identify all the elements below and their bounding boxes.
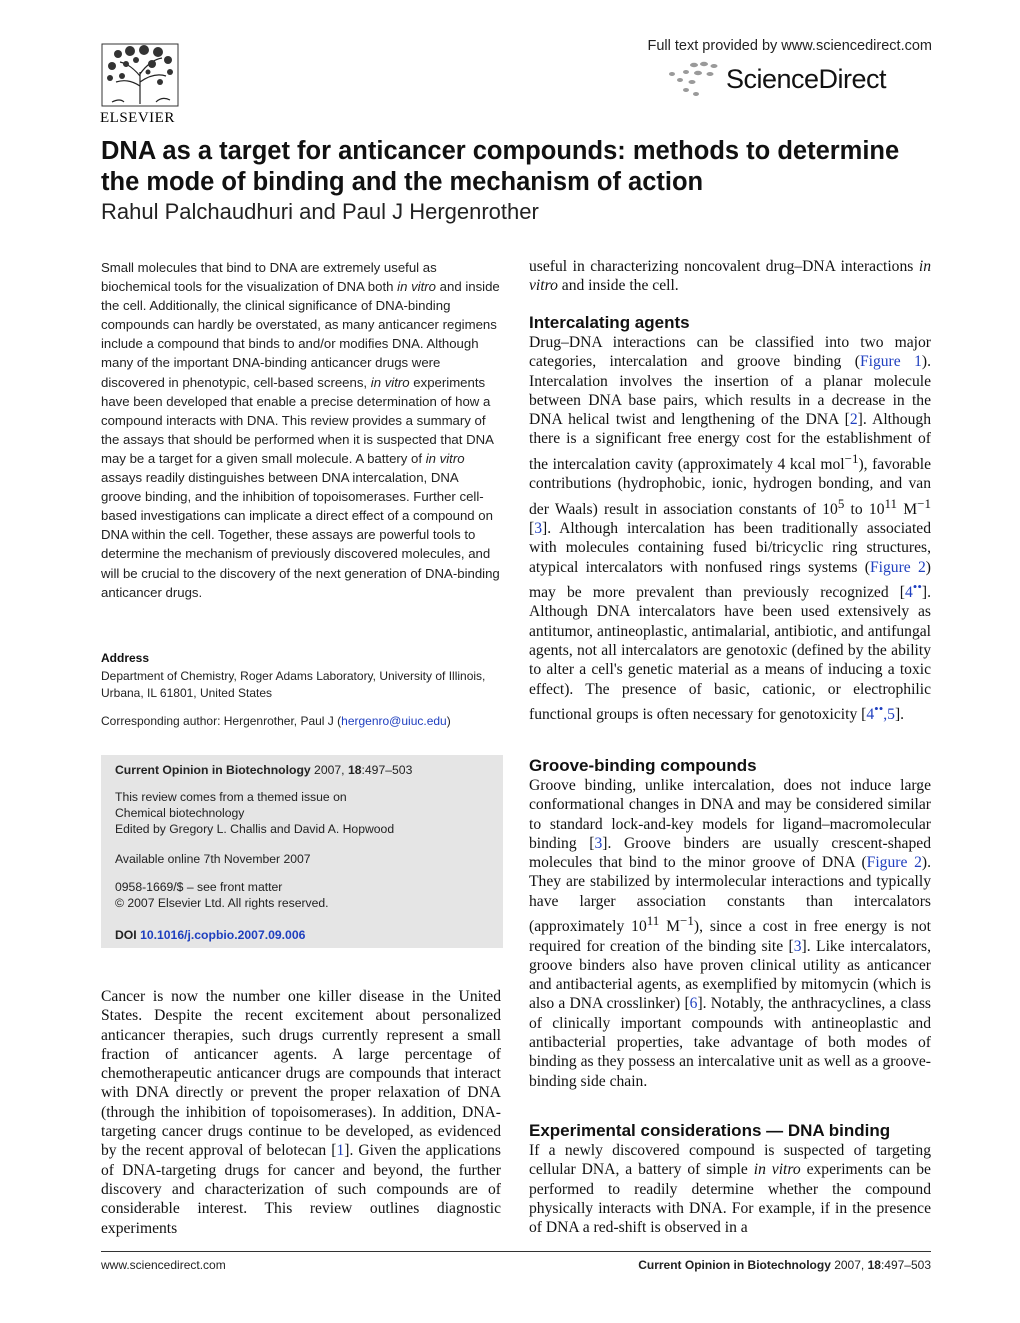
heading-intercalating: Intercalating agents	[529, 313, 690, 332]
ref-link[interactable]: 3	[793, 937, 802, 955]
elsevier-logo	[100, 42, 180, 132]
themed-issue-note: This review comes from a themed issue on	[115, 790, 347, 804]
footer-citation: Current Opinion in Biotechnology 2007, 18:497–503	[638, 1258, 931, 1272]
editors: Edited by Gregory L. Challis and David A. Hopwood	[115, 822, 395, 836]
address-heading: Address	[101, 651, 150, 665]
journal-citation: Current Opinion in Biotechnology 2007, 18:497–503	[115, 763, 413, 777]
intro-paragraph: Cancer is now the number one killer disease in the United States. Despite the recent excitement about personalized anticancer therapies, such drugs currently represent a small fraction of anticancer agents. A large percentage of chemotherapeutic anticancer drugs are compounds that interact with DNA directly or prevent the proper relaxation of DNA (through the inhibition of topoisomerases). In addition, DNA-targeting cancer drugs continue to be developed, as evidenced by the recent approval of belotecan [1]. Given the applications of DNA-targeting drugs for cancer and beyond, the further discovery and characterization of such compounds are of considerable interest. This review outlines diagnostic experiments	[101, 988, 501, 1237]
intercalating-paragraph: Drug–DNA interactions can be classified into two major categories, intercalation and groove binding (Figure 1). Intercalation involves the insertion of a planar molecule between DNA base pairs, which results in a decrease in the DNA helical twist and lengthening of the DNA [2]. Although there is a significant free energy cost for the establishment of the intercalation cavity (approximately 4 kcal mol$^{-1}$), favorable contributions (hydrophobic, ionic, hydrogen bonding, and van der Waals) result in association constants of $10^5$ to $10^{11}$ $M^{-1}$ [3]. Although intercalation has been traditionally associated with molecules containing fused bi/tricyclic ring structures, atypical intercalators with nonfused rings systems (Figure 2) may be more prevalent than previously recognized [4••]. Although DNA intercalators have been used extensively as antitumor, antineoplastic, antimalarial, antibiotic, and antifungal agents, not all intercalators are genotoxic (defined by the ability to alter a cell's genetic material as a means of inducing a toxic effect). The presence of basic, cationic, or electrophilic functional groups is often necessary for genotoxicity [4••,5].	[529, 334, 931, 724]
footer-divider	[101, 1251, 931, 1252]
elsevier-tree-icon	[100, 42, 180, 108]
doi: DOI 10.1016/j.copbio.2007.09.006	[115, 928, 306, 942]
footer-url[interactable]: www.sciencedirect.com	[101, 1258, 226, 1272]
figure-link[interactable]: Figure 2	[869, 558, 926, 576]
available-online: Available online 7th November 2007	[115, 852, 311, 866]
issn: 0958-1669/$ – see front matter	[115, 880, 283, 894]
sciencedirect-dots-icon	[664, 58, 724, 104]
figure-link[interactable]: Figure 1	[859, 353, 922, 371]
sciencedirect-wordmark: ScienceDirect	[726, 64, 887, 94]
ref-link[interactable]: 1	[336, 1142, 345, 1160]
sciencedirect-logo[interactable]	[664, 58, 904, 104]
email-link[interactable]: hergenro@uiuc.edu	[341, 714, 447, 728]
ref-link[interactable]: 3	[534, 520, 542, 538]
article-authors: Rahul Palchaudhuri and Paul J Hergenrother	[101, 199, 539, 224]
figure-link[interactable]: Figure 2	[866, 854, 922, 872]
article-title: DNA as a target for anticancer compounds: methods to determine the mode of binding and the mechanism of action	[101, 137, 900, 196]
doi-link[interactable]: 10.1016/j.copbio.2007.09.006	[140, 928, 306, 942]
experimental-paragraph: If a newly discovered compound is suspected of targeting cellular DNA, a battery of simple in vitro experiments can be performed to readily determine whether the compound physically interacts with DNA. For example, if in the presence of DNA a red-shift is observed in a	[529, 1142, 931, 1237]
full-text-notice[interactable]: Full text provided by www.sciencedirect.com	[647, 38, 932, 54]
heading-experimental: Experimental considerations — DNA binding	[529, 1121, 891, 1140]
ref-link[interactable]: 2	[849, 411, 858, 429]
intro-continuation: useful in characterizing noncovalent drug–DNA interactions in vitro and inside the cell.	[529, 258, 931, 295]
ref-link[interactable]: 4	[866, 706, 875, 724]
corresponding-author: Corresponding author: Hergenrother, Paul J (hergenro@uiuc.edu)	[101, 714, 451, 728]
abstract: Small molecules that bind to DNA are extremely useful as biochemical tools for the visualization of DNA both in vitro and inside the cell. Additionally, the clinical significance of DNA-binding compounds can hardly be overstated, as many anticancer regimens include a compound that binds to and/or modifies DNA. Although many of the important DNA-binding anticancer drugs were discovered in phenotypic, cell-based screens, in vitro experiments have been developed that enable a precise determination of how a compound interacts with DNA. This review provides a summary of the assays that should be performed when it is suspected that DNA may be a target for a given small molecule. A battery of in vitro assays readily distinguishes between DNA intercalation, DNA groove binding, and the inhibition of topoisomerases. Further cell-based investigations can implicate a direct effect of a compound on DNA within the cell. Together, these assays are powerful tools to determine the mechanism of previously discovered molecules, and will be crucial to the discovery of the next generation of DNA-binding anticancer drugs.	[101, 260, 500, 600]
article-info-box	[101, 755, 503, 948]
ref-link[interactable]: ,5	[883, 706, 895, 724]
ref-link[interactable]: 4	[905, 584, 913, 602]
publisher-name: ELSEVIER	[100, 110, 175, 126]
theme-name: Chemical biotechnology	[115, 806, 245, 820]
groove-paragraph: Groove binding, unlike intercalation, does not induce large conformational changes in DNA and may be considered similar to standard lock-and-key models for ligand–macromolecular binding [3]. Groove binders are usually crescent-shaped molecules that bind to the minor groove of DNA (Figure 2). They are stabilized by intermolecular interactions and typically have larger association constants than intercalators (approximately $10^{11}$ $M^{-1}$), since a cost in free energy is not required for creation of the binding site [3]. Like intercalators, groove binders also have proven clinical utility as anticancer and antibacterial agents, as exemplified by mitomycin (which is also a DNA crosslinker) [6]. Notably, the anthracyclines, a class of clinically important compounds with antineoplastic and antibacterial properties, take advantage of both modes of binding as they possess an intercalative unit as well as a groove-binding side chain.	[529, 777, 931, 1090]
ref-link[interactable]: 3	[594, 834, 603, 852]
ref-link[interactable]: 6	[689, 995, 698, 1013]
copyright: © 2007 Elsevier Ltd. All rights reserved.	[115, 896, 329, 910]
address: Department of Chemistry, Roger Adams Laboratory, University of Illinois, Urbana, IL 61801, United States	[101, 669, 486, 700]
heading-groove-binding: Groove-binding compounds	[529, 756, 757, 775]
